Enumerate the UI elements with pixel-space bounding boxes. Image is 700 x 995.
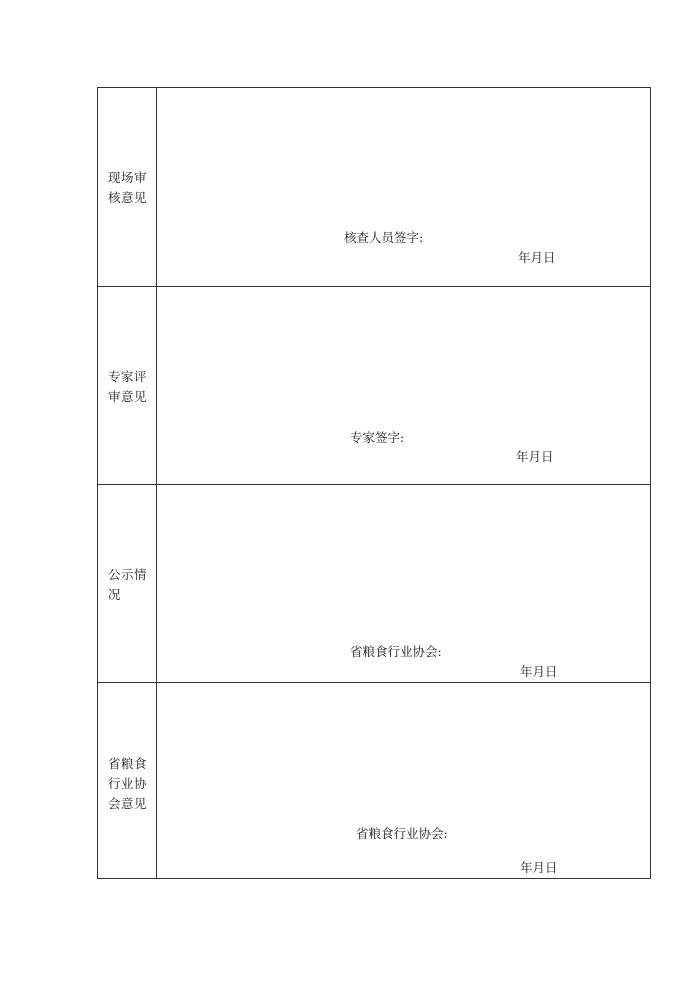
date-label: 年月日 bbox=[516, 449, 554, 464]
review-form-table bbox=[97, 87, 651, 879]
row-label-cell bbox=[98, 88, 157, 286]
signature-label: 省粮食行业协会: bbox=[356, 826, 448, 841]
onsite-review-row bbox=[98, 88, 650, 286]
row-label-cell bbox=[98, 287, 157, 484]
row-label: 公示情况 bbox=[108, 567, 148, 602]
row-label: 现场审核意见 bbox=[108, 170, 148, 205]
row-label: 省粮食行业协会意见 bbox=[108, 756, 148, 811]
row-label-cell bbox=[98, 683, 157, 878]
row-content-cell[interactable] bbox=[157, 485, 650, 682]
public-notice-row bbox=[98, 484, 650, 682]
date-label: 年月日 bbox=[520, 860, 558, 875]
signature-label: 专家签字: bbox=[350, 430, 405, 445]
signature-label: 省粮食行业协会: bbox=[350, 644, 442, 659]
row-label-cell bbox=[98, 485, 157, 682]
signature-label: 核查人员签字: bbox=[344, 230, 424, 245]
row-content-cell[interactable] bbox=[157, 88, 650, 286]
association-opinion-row bbox=[98, 682, 650, 878]
row-label: 专家评审意见 bbox=[108, 369, 148, 404]
date-label: 年月日 bbox=[520, 664, 558, 679]
row-content-cell[interactable] bbox=[157, 683, 650, 878]
row-content-cell[interactable] bbox=[157, 287, 650, 484]
expert-review-row bbox=[98, 286, 650, 484]
date-label: 年月日 bbox=[518, 250, 556, 265]
